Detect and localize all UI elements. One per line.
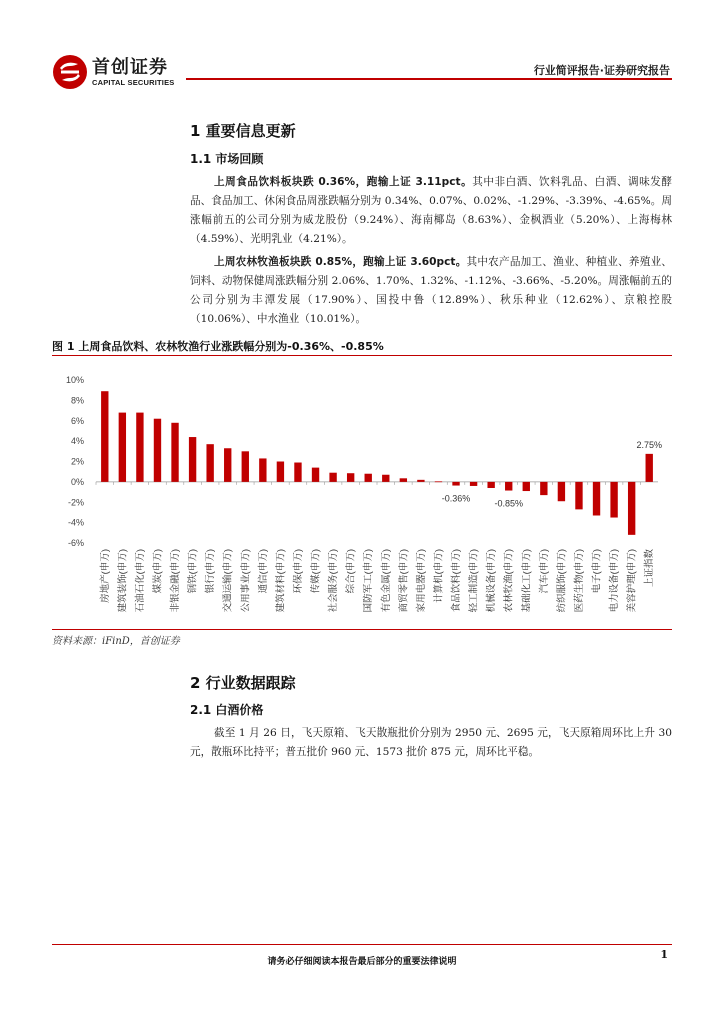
bar-16 (382, 475, 389, 482)
bar-18 (417, 480, 424, 482)
bar-5 (189, 437, 196, 482)
section-2-title: 2 行业数据跟踪 (190, 674, 296, 692)
paragraph-baijiu-price: 截至 1 月 26 日，飞天原箱、飞天散瓶批价分别为 2950 元、2695 元，飞天原箱周环比上升 30 元，散瓶环比持平；普五批价 960 元、1573 批价 875 元，周环比平稳。 (190, 727, 672, 758)
y-tick-label: 4% (70, 436, 84, 447)
bar-2 (136, 413, 143, 482)
x-tick-label: 通信(申万) (257, 549, 269, 594)
bar-22 (487, 482, 494, 488)
figure-title: 图 1 上周食品饮料、农林牧渔行业涨跌幅分别为-0.36%、-0.85% (52, 340, 384, 353)
bar-4 (171, 423, 178, 482)
bar-15 (365, 474, 372, 482)
y-tick-label: 2% (70, 456, 84, 467)
paragraph-food-beverage (190, 173, 672, 249)
logo-mark-icon (52, 54, 88, 90)
x-tick-label: 商贸零售(申万) (398, 549, 410, 613)
bar-9 (259, 458, 266, 481)
bar-29 (610, 482, 617, 518)
x-tick-label: 非银金融(申万) (170, 549, 182, 613)
x-tick-label: 交通运输(申万) (222, 549, 234, 613)
x-tick-label: 农林牧渔(申万) (503, 549, 515, 613)
bar-20 (452, 482, 459, 486)
x-tick-label: 银行(申万) (205, 549, 217, 594)
y-tick-label: -2% (67, 497, 84, 508)
x-tick-label: 有色金属(申万) (380, 549, 392, 613)
x-tick-label: 食品饮料(申万) (451, 549, 463, 613)
x-tick-label: 基础化工(申万) (521, 549, 533, 613)
section-1-title: 1 重要信息更新 (190, 122, 296, 140)
bar-28 (593, 482, 600, 516)
x-tick-label: 医药生物(申万) (573, 549, 585, 613)
bar-3 (154, 419, 161, 482)
bar-24 (523, 482, 530, 491)
x-tick-label: 公用事业(申万) (240, 549, 252, 613)
paragraph-agriculture (190, 253, 672, 329)
report-type: 行业简评报告·证券研究报告 (533, 64, 670, 77)
y-tick-label: 0% (70, 476, 84, 487)
header-divider (186, 78, 672, 80)
bar-26 (558, 482, 565, 501)
industry-change-chart (52, 360, 672, 630)
y-tick-label: 10% (65, 375, 84, 385)
x-tick-label: 纺织服饰(申万) (556, 549, 568, 613)
bar-23 (505, 482, 512, 491)
x-tick-label: 上证指数 (644, 549, 656, 588)
logo-cn-text: 首创证券 (92, 56, 168, 78)
figure-bottom-rule (52, 629, 672, 630)
data-label: 2.75% (636, 439, 662, 450)
x-tick-label: 环保(申万) (292, 549, 304, 594)
x-tick-label: 房地产(申万) (99, 549, 111, 603)
x-tick-label: 煤炭(申万) (152, 549, 164, 594)
x-tick-label: 电力设备(申万) (609, 549, 621, 613)
x-tick-label: 轻工制造(申万) (468, 549, 480, 613)
page-number: 1 (660, 948, 668, 961)
chart-x-ticks (99, 549, 655, 613)
x-tick-label: 建筑装饰(申万) (117, 549, 129, 613)
para2-bold: 上周农林牧渔板块跌 0.85%，跑输上证 3.60pct。 (214, 256, 467, 268)
x-tick-label: 国防军工(申万) (363, 549, 375, 613)
chart-bars (101, 391, 653, 535)
x-tick-label: 建筑材料(申万) (275, 549, 287, 613)
bar-14 (347, 473, 354, 482)
bar-27 (575, 482, 582, 510)
bar-6 (206, 444, 213, 482)
para1-rest: 其中非白酒、饮料乳品、白酒、调味发酵品、食品加工、休闲食品周涨跌幅分别为 0.34%、0.07%、0.02%、-1.29%、-3.39%、-4.65%。周涨幅前五的公司分别为威龙股份（9.24%）、海南椰岛（8.63%）、金枫酒业（5.20%）、上海梅林（4.59%）、光明乳业（4.21%）。 (190, 176, 672, 245)
footer-disclaimer: 请务必仔细阅读本报告最后部分的重要法律说明 (267, 957, 457, 967)
bar-7 (224, 448, 231, 482)
bar-10 (277, 462, 284, 482)
chart-y-ticks (66, 375, 84, 548)
chart-gridlines (96, 482, 658, 485)
section-1-1-title: 1.1 市场回顾 (190, 152, 264, 166)
x-tick-label: 家用电器(申万) (415, 549, 427, 613)
y-tick-label: 8% (70, 395, 84, 406)
logo-en-text: CAPITAL SECURITIES (92, 77, 175, 87)
figure-source: 资料来源：iFinD，首创证券 (52, 636, 180, 647)
company-logo (52, 54, 175, 90)
bar-13 (329, 473, 336, 482)
bar-30 (628, 482, 635, 535)
bar-21 (470, 482, 477, 486)
x-tick-label: 社会服务(申万) (328, 549, 340, 613)
x-tick-label: 石油石化(申万) (134, 549, 146, 613)
bar-1 (119, 413, 126, 482)
y-tick-label: -6% (67, 538, 84, 548)
data-label: -0.85% (494, 498, 523, 509)
x-tick-label: 机械设备(申万) (486, 549, 498, 613)
bar-25 (540, 482, 547, 495)
bar-19 (435, 481, 442, 482)
x-tick-label: 电子(申万) (591, 549, 603, 594)
x-tick-label: 综合(申万) (345, 549, 357, 594)
figure-top-rule (52, 355, 672, 356)
footer-divider (52, 944, 672, 945)
bar-31 (646, 454, 653, 482)
x-tick-label: 传媒(申万) (310, 549, 322, 594)
bar-8 (242, 451, 249, 482)
bar-0 (101, 391, 108, 482)
data-label: -0.36% (441, 493, 471, 504)
para1-bold: 上周食品饮料板块跌 0.36%，跑输上证 3.11pct。 (214, 176, 473, 188)
para2-rest: 其中农产品加工、渔业、种植业、养殖业、饲料、动物保健周涨跌幅分别 2.06%、1.70%、1.32%、-1.12%、-3.66%、-5.20%。周涨幅前五的公司分别为丰潭发展（17.90%）、国投中鲁（12.89%）、秋乐种业（12.62%）、京粮控股（10.06%）、中水渔业（10.01%）。 (190, 256, 672, 325)
x-tick-label: 计算机(申万) (433, 549, 445, 603)
bar-17 (400, 478, 407, 482)
x-tick-label: 钢铁(申万) (187, 549, 199, 594)
section-2-1-title: 2.1 白酒价格 (190, 703, 264, 717)
bar-12 (312, 468, 319, 482)
x-tick-label: 美容护理(申万) (626, 549, 638, 613)
y-tick-label: 6% (70, 415, 84, 426)
y-tick-label: -4% (67, 517, 84, 528)
bar-11 (294, 463, 301, 482)
x-tick-label: 汽车(申万) (538, 549, 550, 594)
